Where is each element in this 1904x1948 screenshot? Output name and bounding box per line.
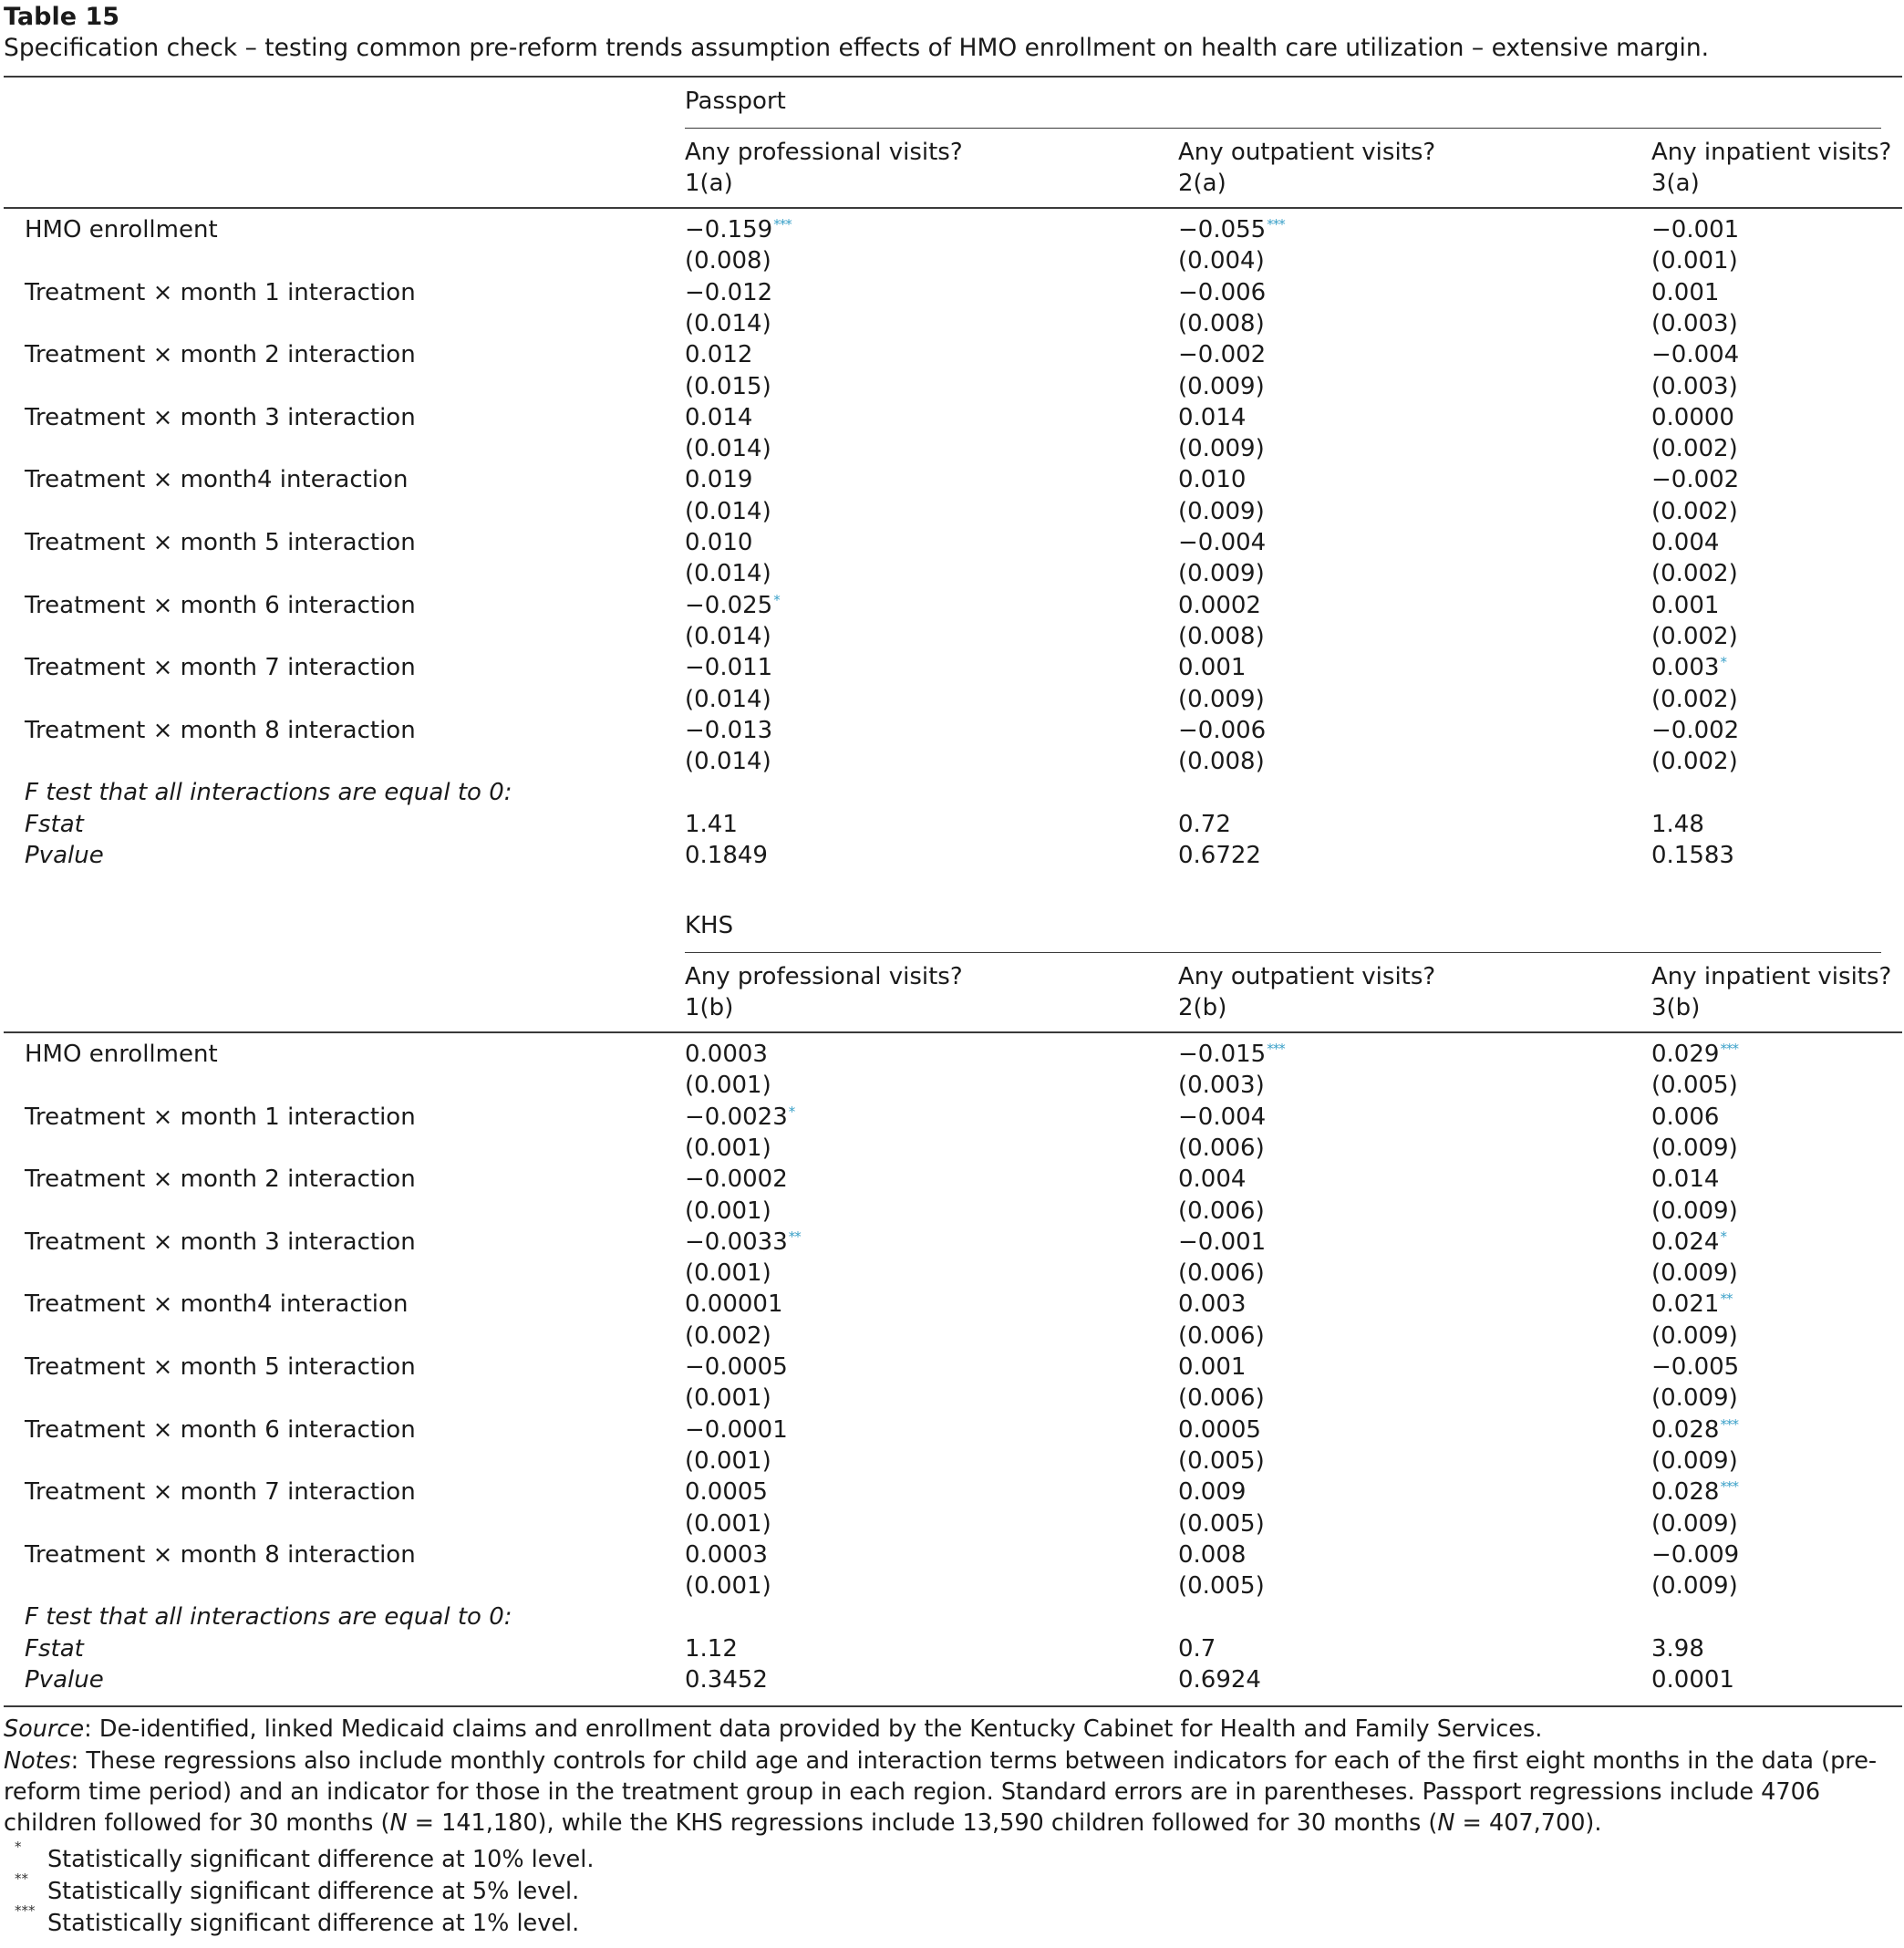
significance-stars: ***	[1267, 1041, 1285, 1057]
standard-error-cell: (0.003)	[1651, 372, 1738, 400]
standard-error-cell: (0.006)	[1178, 1134, 1265, 1162]
row-label: Treatment × month 5 interaction	[25, 1353, 416, 1381]
coefficient-value: 0.004	[1178, 1166, 1247, 1194]
row-label: Treatment × month 7 interaction	[25, 1478, 416, 1507]
table-label: Table 15	[4, 3, 120, 31]
source-label: Source	[4, 1715, 85, 1743]
coefficient-cell	[1178, 214, 1285, 248]
coefficient-value: 0.028	[1651, 1478, 1720, 1507]
standard-error-cell: (0.002)	[1651, 748, 1738, 776]
coefficient-value: 0.019	[685, 466, 753, 494]
coefficient-cell	[685, 1039, 768, 1070]
panel-title: KHS	[685, 912, 734, 939]
standard-error-cell: (0.005)	[1651, 1072, 1738, 1100]
pvalue-value: 0.6722	[1178, 842, 1261, 869]
notes-paragraph	[4, 1746, 1902, 1839]
footnote-text: Statistically significant difference at 1% level.	[47, 1910, 580, 1937]
coefficient-cell	[685, 402, 752, 433]
standard-error-cell: (0.001)	[685, 1134, 771, 1162]
coefficient-cell	[1178, 1102, 1266, 1133]
n-khs: = 407,700).	[1454, 1809, 1602, 1837]
coefficient-value: −0.005	[1651, 1353, 1740, 1381]
standard-error-cell: (0.003)	[1178, 1072, 1265, 1100]
significance-stars: ***	[1720, 1041, 1738, 1057]
column-title: Any inpatient visits?	[1651, 963, 1892, 990]
standard-error-cell: (0.014)	[685, 685, 771, 713]
row-label: Treatment × month4 interaction	[25, 1290, 409, 1319]
standard-error-cell: (0.009)	[1651, 1384, 1738, 1413]
standard-error-cell: (0.001)	[1651, 247, 1738, 275]
standard-error-cell: (0.014)	[685, 560, 771, 588]
coefficient-cell	[685, 1289, 783, 1320]
coefficient-cell	[685, 590, 780, 624]
standard-error-cell: (0.002)	[1651, 497, 1738, 525]
column-id: 1(a)	[685, 170, 733, 197]
coefficient-value: 0.024	[1651, 1228, 1720, 1256]
standard-error-cell: (0.009)	[1178, 497, 1265, 525]
table-caption: Specification check – testing common pre-reform trends assumption effects of HMO enrollment on health care utilization – extensive margin.	[4, 34, 1710, 62]
significance-stars: **	[788, 1228, 801, 1245]
coefficient-value: −0.159	[685, 216, 773, 244]
header-rule	[4, 207, 1902, 209]
ftest-label: F test that all interactions are equal to 0:	[25, 1603, 512, 1632]
coefficient-value: −0.002	[1651, 466, 1740, 494]
coefficient-value: −0.001	[1651, 216, 1740, 244]
standard-error-cell: (0.002)	[685, 1321, 771, 1350]
row-label: Treatment × month 6 interaction	[25, 1415, 416, 1444]
coefficient-value: 0.003	[1178, 1290, 1247, 1319]
coefficient-value: 0.001	[1178, 1353, 1247, 1381]
coefficient-value: −0.0023	[685, 1103, 788, 1131]
pvalue-value: 0.3452	[685, 1666, 768, 1694]
n-symbol: N	[389, 1809, 408, 1837]
column-id: 2(b)	[1178, 994, 1227, 1021]
top-rule	[4, 76, 1902, 78]
notes-text: : These regressions also include monthly controls for child age and interaction terms between indicators for each of the first eight months in the data (pre-reform time period) and an indicator for those in the treatment group in each region. Standard errors are in parentheses. Passport regressions include 4706 children followed for 30 months (	[4, 1747, 1878, 1837]
coefficient-cell	[1651, 1539, 1739, 1570]
standard-error-cell: (0.014)	[685, 309, 771, 337]
coefficient-cell	[1178, 1539, 1246, 1570]
standard-error-cell: (0.008)	[1178, 622, 1265, 650]
coefficient-cell	[1651, 1164, 1719, 1195]
coefficient-cell	[1651, 1227, 1726, 1260]
fstat-value: 1.48	[1651, 810, 1704, 838]
standard-error-cell: (0.001)	[685, 1509, 771, 1538]
standard-error-cell: (0.005)	[1178, 1572, 1265, 1601]
coefficient-cell	[685, 1102, 794, 1135]
standard-error-cell: (0.005)	[1178, 1446, 1265, 1475]
coefficient-value: 0.001	[1651, 278, 1720, 306]
pvalue-label: Pvalue	[25, 1666, 104, 1694]
coefficient-cell	[1178, 590, 1261, 621]
ftest-label: F test that all interactions are equal to 0:	[25, 779, 512, 807]
coefficient-cell	[1178, 1477, 1246, 1508]
coefficient-cell	[1651, 1352, 1739, 1383]
standard-error-cell: (0.009)	[1178, 685, 1265, 713]
fstat-value: 1.41	[685, 810, 738, 838]
coefficient-cell	[685, 527, 752, 558]
coefficient-value: 0.001	[1651, 591, 1720, 619]
coefficient-cell	[1651, 1289, 1732, 1322]
coefficient-value: 0.0003	[685, 1540, 768, 1569]
coefficient-value: 0.0003	[685, 1041, 768, 1068]
footnote-mark: *	[15, 1839, 22, 1855]
coefficient-cell	[685, 339, 752, 370]
coefficient-value: −0.002	[1651, 716, 1740, 744]
coefficient-cell	[1651, 527, 1719, 558]
standard-error-cell: (0.008)	[1178, 309, 1265, 337]
coefficient-value: 0.012	[685, 341, 753, 369]
coefficient-cell	[1178, 339, 1266, 370]
standard-error-cell: (0.001)	[685, 1072, 771, 1100]
standard-error-cell: (0.009)	[1651, 1572, 1738, 1601]
standard-error-cell: (0.003)	[1651, 309, 1738, 337]
row-label: Treatment × month 2 interaction	[25, 341, 416, 369]
source-note	[4, 1714, 1902, 1745]
coefficient-value: 0.014	[1178, 403, 1247, 431]
significance-stars: ***	[1720, 1478, 1738, 1496]
row-label: Treatment × month 5 interaction	[25, 529, 416, 556]
coefficient-cell	[685, 715, 772, 746]
pvalue-value: 0.1849	[685, 842, 768, 869]
fstat-label: Fstat	[25, 810, 84, 838]
coefficient-value: 0.0005	[685, 1478, 768, 1507]
coefficient-value: −0.0002	[685, 1166, 788, 1194]
standard-error-cell: (0.009)	[1178, 560, 1265, 588]
standard-error-cell: (0.008)	[685, 247, 771, 275]
standard-error-cell: (0.009)	[1651, 1259, 1738, 1288]
column-title: Any outpatient visits?	[1178, 139, 1436, 166]
coefficient-cell	[1651, 1039, 1738, 1072]
coefficient-value: 0.028	[1651, 1415, 1720, 1444]
coefficient-value: 0.0005	[1178, 1415, 1261, 1444]
coefficient-cell	[1651, 402, 1734, 433]
significance-stars: *	[1720, 1228, 1726, 1245]
coefficient-value: −0.0033	[685, 1228, 788, 1256]
panel-title: Passport	[685, 88, 786, 115]
standard-error-cell: (0.006)	[1178, 1197, 1265, 1225]
coefficient-cell	[1178, 1289, 1246, 1320]
coefficient-value: 0.009	[1178, 1478, 1247, 1507]
footnote-text: Statistically significant difference at 5% level.	[47, 1878, 580, 1905]
standard-error-cell: (0.014)	[685, 435, 771, 463]
coefficient-cell	[1651, 1414, 1738, 1448]
significance-stars: *	[773, 591, 780, 608]
standard-error-cell: (0.002)	[1651, 685, 1738, 713]
coefficient-cell	[685, 1414, 788, 1445]
coefficient-cell	[1178, 1352, 1246, 1383]
standard-error-cell: (0.006)	[1178, 1259, 1265, 1288]
fstat-value: 3.98	[1651, 1634, 1704, 1663]
coefficient-value: 0.029	[1651, 1041, 1720, 1068]
coefficient-value: 0.014	[685, 403, 753, 431]
standard-error-cell: (0.014)	[685, 497, 771, 525]
column-id: 2(a)	[1178, 170, 1226, 197]
pvalue-label: Pvalue	[25, 842, 104, 869]
coefficient-cell	[1651, 214, 1739, 245]
n-passport: = 141,180), while the KHS regressions include 13,590 children followed for 30 months (	[407, 1809, 1438, 1837]
pvalue-value: 0.0001	[1651, 1666, 1734, 1694]
standard-error-cell: (0.014)	[685, 748, 771, 776]
row-label: HMO enrollment	[25, 216, 218, 244]
coefficient-cell	[1178, 1227, 1266, 1258]
column-title: Any professional visits?	[685, 963, 963, 990]
footnote-mark: **	[15, 1870, 28, 1887]
coefficient-value: −0.015	[1178, 1041, 1267, 1068]
standard-error-cell: (0.001)	[685, 1384, 771, 1413]
column-title: Any professional visits?	[685, 139, 963, 166]
significance-stars: ***	[1720, 1415, 1738, 1433]
standard-error-cell: (0.002)	[1651, 560, 1738, 588]
coefficient-value: −0.055	[1178, 216, 1267, 244]
row-label: Treatment × month 8 interaction	[25, 1540, 416, 1569]
coefficient-value: 0.004	[1651, 529, 1720, 556]
coefficient-value: 0.00001	[685, 1290, 783, 1319]
row-label: Treatment × month4 interaction	[25, 466, 409, 494]
coefficient-value: −0.006	[1178, 716, 1267, 744]
standard-error-cell: (0.001)	[685, 1572, 771, 1601]
source-text: : De-identified, linked Medicaid claims and enrollment data provided by the Kentucky Cabinet for Health and Family Services.	[84, 1715, 1543, 1743]
panel-spanner-rule	[685, 952, 1881, 953]
standard-error-cell: (0.008)	[1178, 748, 1265, 776]
row-label: Treatment × month 8 interaction	[25, 716, 416, 744]
coefficient-value: 0.010	[685, 529, 753, 556]
coefficient-cell	[685, 1352, 788, 1383]
fstat-label: Fstat	[25, 1634, 84, 1663]
standard-error-cell: (0.009)	[1178, 435, 1265, 463]
footnote-mark: ***	[15, 1902, 36, 1919]
coefficient-value: −0.004	[1651, 341, 1740, 369]
standard-error-cell: (0.002)	[1651, 622, 1738, 650]
standard-error-cell: (0.006)	[1178, 1384, 1265, 1413]
coefficient-cell	[1178, 1164, 1246, 1195]
header-rule	[4, 1031, 1902, 1033]
coefficient-cell	[1651, 1477, 1738, 1510]
coefficient-cell	[1651, 652, 1726, 686]
coefficient-cell	[1651, 715, 1739, 746]
fstat-value: 0.72	[1178, 810, 1231, 838]
standard-error-cell: (0.004)	[1178, 247, 1265, 275]
column-id: 3(b)	[1651, 994, 1701, 1021]
standard-error-cell: (0.001)	[685, 1446, 771, 1475]
fstat-value: 0.7	[1178, 1634, 1216, 1663]
coefficient-value: 0.003	[1651, 654, 1720, 682]
coefficient-value: −0.025	[685, 591, 773, 619]
coefficient-cell	[1178, 277, 1266, 308]
coefficient-value: −0.013	[685, 716, 773, 744]
n-symbol: N	[1437, 1809, 1455, 1837]
bottom-rule	[4, 1705, 1902, 1707]
coefficient-value: 0.006	[1651, 1103, 1720, 1131]
coefficient-cell	[1178, 402, 1246, 433]
row-label: Treatment × month 3 interaction	[25, 1228, 416, 1256]
standard-error-cell: (0.009)	[1651, 1321, 1738, 1350]
pvalue-value: 0.6924	[1178, 1666, 1261, 1694]
standard-error-cell: (0.009)	[1651, 1197, 1738, 1225]
coefficient-value: 0.0000	[1651, 403, 1734, 431]
coefficient-cell	[685, 652, 772, 683]
footnote-text: Statistically significant difference at 10% level.	[47, 1846, 595, 1873]
coefficient-cell	[1651, 464, 1739, 495]
pvalue-value: 0.1583	[1651, 842, 1734, 869]
row-label: Treatment × month 3 interaction	[25, 403, 416, 431]
standard-error-cell: (0.009)	[1651, 1134, 1738, 1162]
column-title: Any outpatient visits?	[1178, 963, 1436, 990]
standard-error-cell: (0.002)	[1651, 435, 1738, 463]
coefficient-value: −0.012	[685, 278, 773, 306]
coefficient-value: 0.0002	[1178, 591, 1261, 619]
standard-error-cell: (0.001)	[685, 1197, 771, 1225]
coefficient-value: −0.006	[1178, 278, 1267, 306]
column-id: 1(b)	[685, 994, 734, 1021]
row-label: Treatment × month 7 interaction	[25, 654, 416, 682]
coefficient-cell	[1178, 1414, 1261, 1445]
row-label: HMO enrollment	[25, 1041, 218, 1068]
significance-stars: **	[1720, 1290, 1733, 1308]
coefficient-cell	[685, 1227, 801, 1260]
standard-error-cell: (0.015)	[685, 372, 771, 400]
coefficient-cell	[1178, 652, 1246, 683]
significance-stars: *	[1720, 654, 1726, 671]
coefficient-cell	[1651, 590, 1719, 621]
coefficient-cell	[685, 214, 792, 248]
coefficient-cell	[1651, 339, 1739, 370]
coefficient-value: −0.0001	[685, 1415, 788, 1444]
coefficient-cell	[1178, 715, 1266, 746]
significance-stars: ***	[1267, 216, 1285, 233]
standard-error-cell: (0.009)	[1651, 1509, 1738, 1538]
column-id: 3(a)	[1651, 170, 1700, 197]
coefficient-value: −0.002	[1178, 341, 1267, 369]
coefficient-value: −0.009	[1651, 1540, 1740, 1569]
standard-error-cell: (0.009)	[1651, 1446, 1738, 1475]
significance-stars: ***	[773, 216, 792, 233]
row-label: Treatment × month 6 interaction	[25, 591, 416, 619]
row-label: Treatment × month 1 interaction	[25, 1103, 416, 1131]
coefficient-value: 0.014	[1651, 1166, 1720, 1194]
row-label: Treatment × month 2 interaction	[25, 1166, 416, 1194]
standard-error-cell: (0.001)	[685, 1259, 771, 1288]
coefficient-value: 0.001	[1178, 654, 1247, 682]
row-label: Treatment × month 1 interaction	[25, 278, 416, 306]
coefficient-value: −0.001	[1178, 1228, 1267, 1256]
standard-error-cell: (0.006)	[1178, 1321, 1265, 1350]
notes-label: Notes	[4, 1747, 71, 1775]
coefficient-cell	[685, 464, 752, 495]
coefficient-cell	[1178, 1039, 1285, 1072]
significance-stars: *	[788, 1103, 795, 1120]
standard-error-cell: (0.009)	[1178, 372, 1265, 400]
coefficient-cell	[1178, 527, 1266, 558]
coefficient-value: −0.011	[685, 654, 773, 682]
coefficient-cell	[1651, 277, 1719, 308]
coefficient-cell	[685, 277, 772, 308]
coefficient-cell	[1651, 1102, 1719, 1133]
fstat-value: 1.12	[685, 1634, 738, 1663]
coefficient-value: −0.004	[1178, 529, 1267, 556]
coefficient-value: 0.010	[1178, 466, 1247, 494]
coefficient-cell	[685, 1164, 788, 1195]
coefficient-value: −0.0005	[685, 1353, 788, 1381]
panel-spanner-rule	[685, 128, 1881, 129]
coefficient-value: 0.008	[1178, 1540, 1247, 1569]
standard-error-cell: (0.005)	[1178, 1509, 1265, 1538]
coefficient-cell	[685, 1477, 768, 1508]
coefficient-cell	[1178, 464, 1246, 495]
coefficient-value: 0.021	[1651, 1290, 1720, 1319]
coefficient-value: −0.004	[1178, 1103, 1267, 1131]
column-title: Any inpatient visits?	[1651, 139, 1892, 166]
coefficient-cell	[685, 1539, 768, 1570]
standard-error-cell: (0.014)	[685, 622, 771, 650]
